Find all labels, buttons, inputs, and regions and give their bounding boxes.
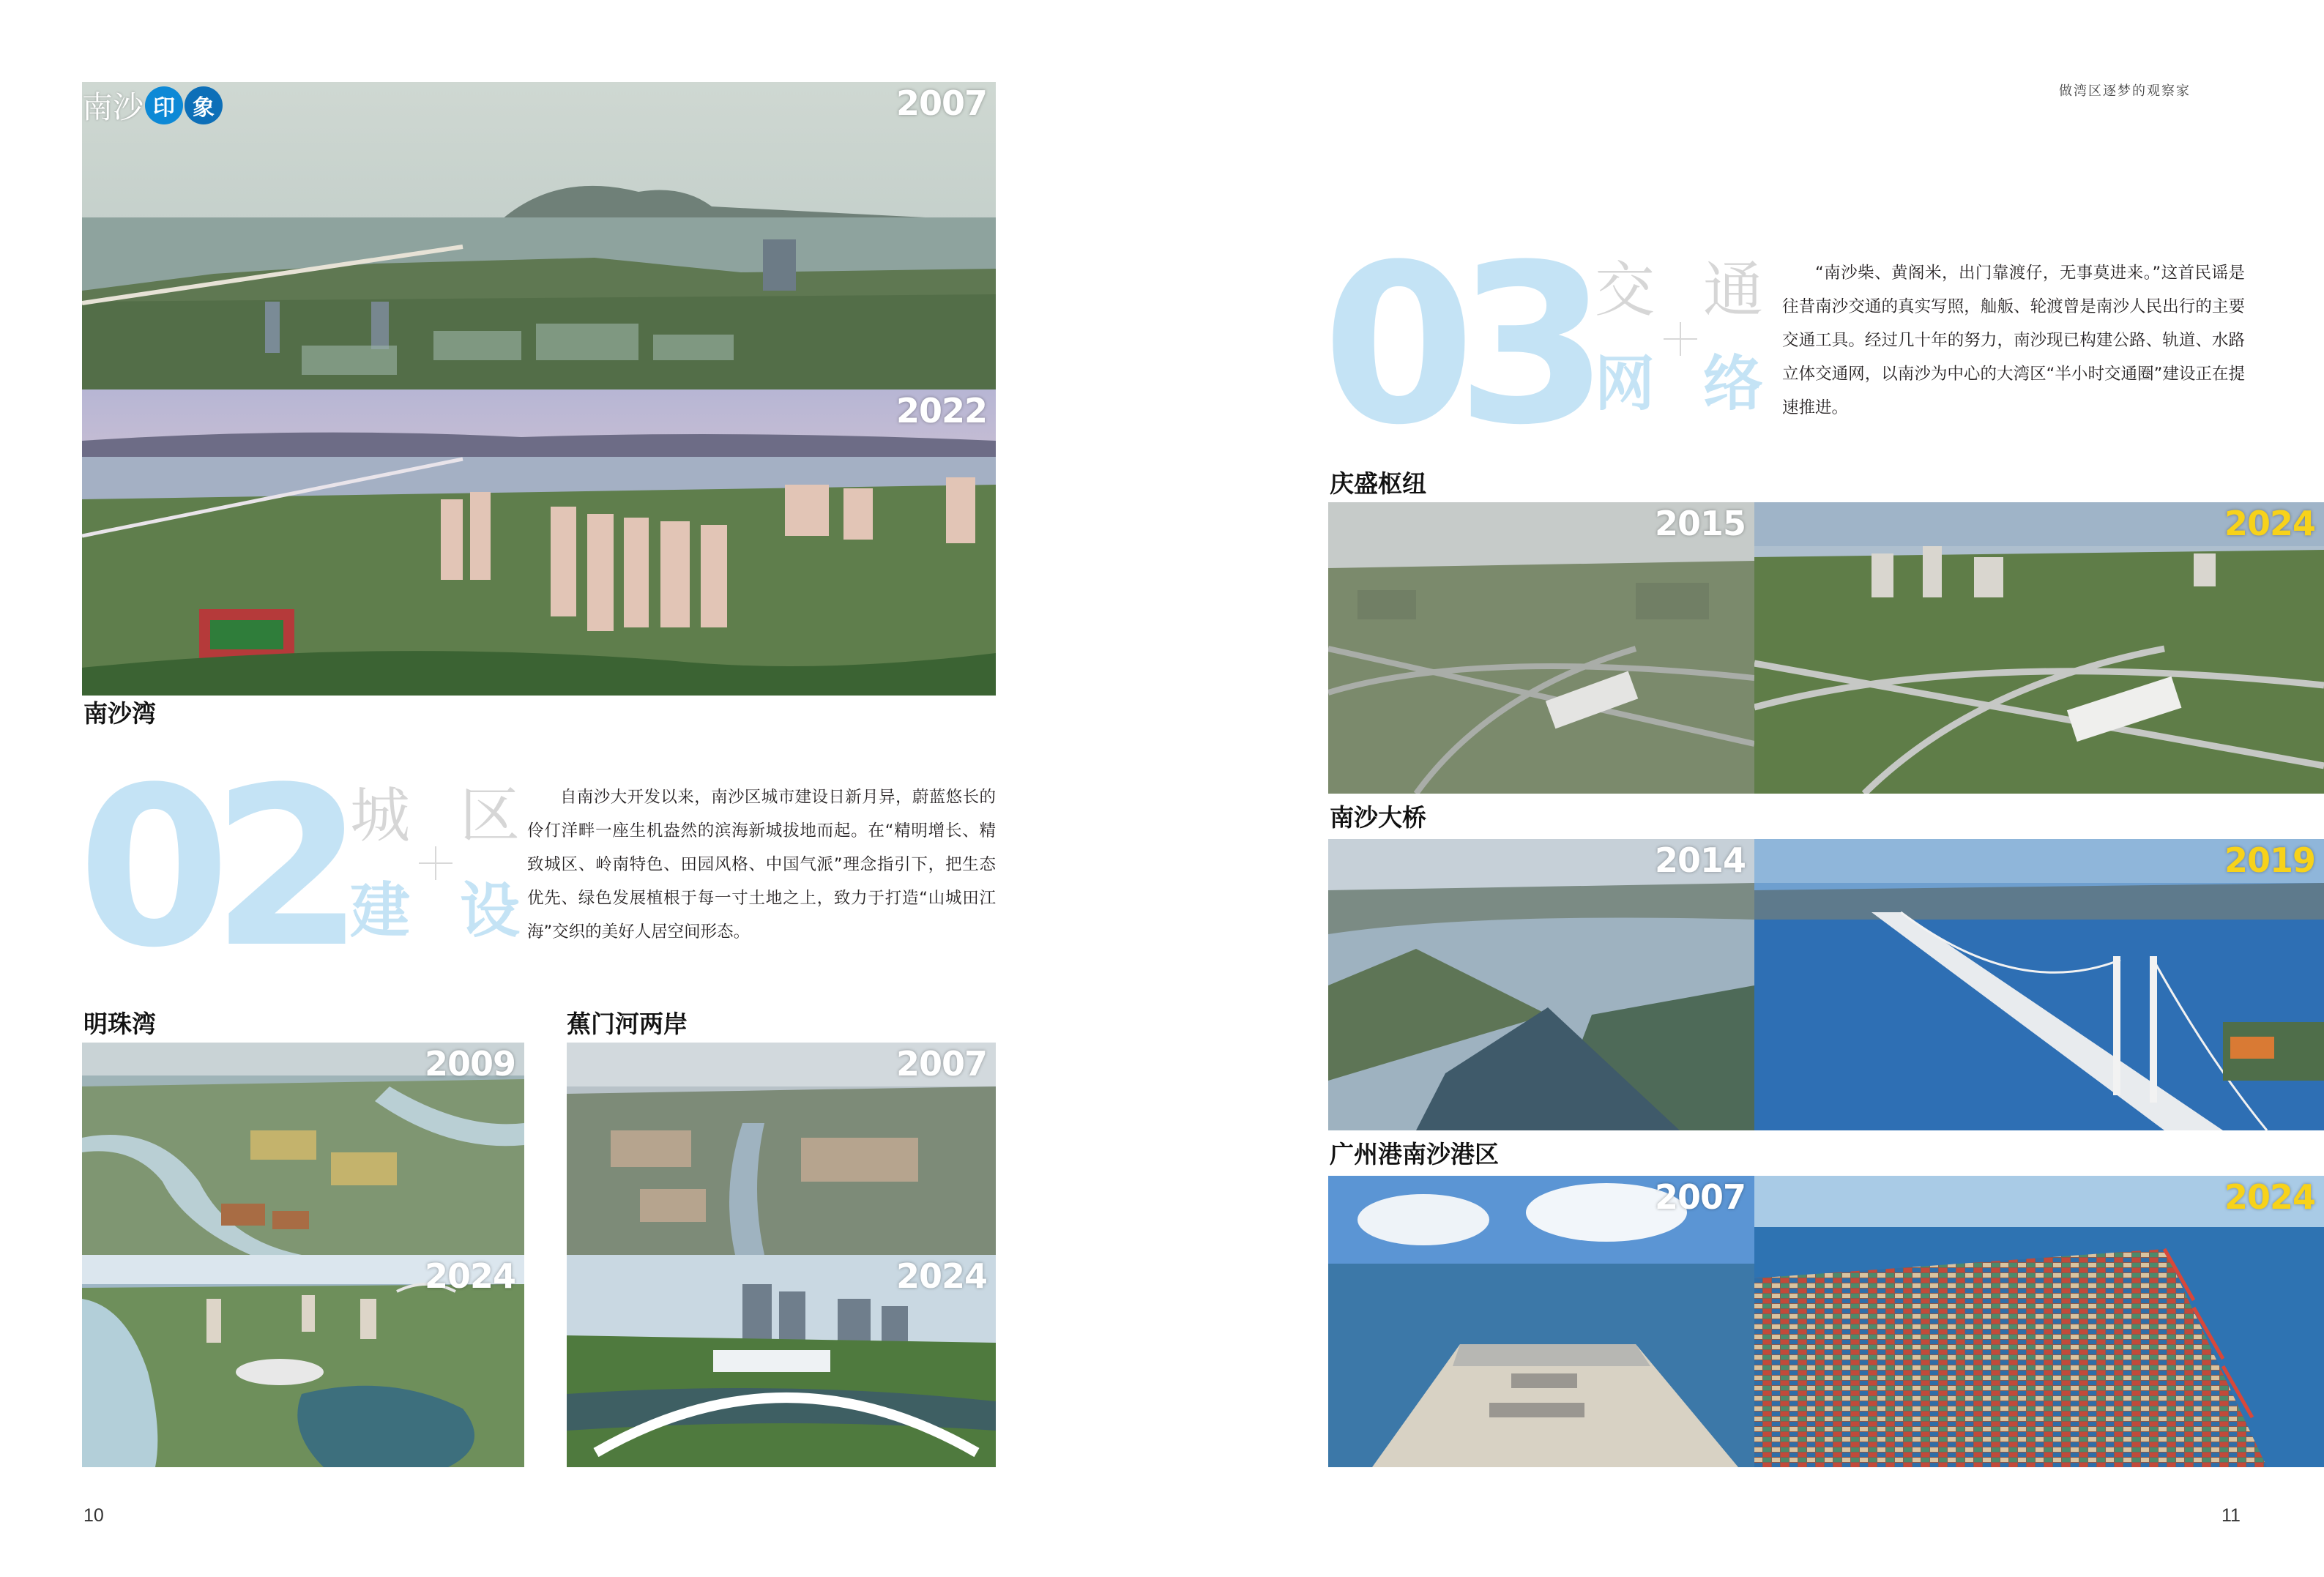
section-02-number: 02 [78,740,346,996]
year-label: 2024 [895,1256,987,1296]
section-02-char-1: 城 [350,781,411,851]
year-label: 2024 [2224,1177,2315,1217]
caption-port: 广州港南沙港区 [1330,1140,1499,1168]
section-03-number: 03 [1322,217,1590,473]
year-label: 2007 [895,83,987,123]
section-03-char-1: 交 [1595,256,1656,325]
year-label: 2015 [1654,504,1746,543]
caption-nansha-bay: 南沙湾 [83,699,156,728]
photo-mingzhu-2024 [82,1255,524,1467]
year-label: 2022 [895,391,987,430]
photo-mingzhu-2009 [82,1043,524,1255]
section-02-char-3: 建 [350,876,411,946]
section-03-char-2: 通 [1703,256,1764,325]
caption-jiaomen: 蕉门河两岸 [567,1010,688,1038]
page-number-right: 11 [2221,1505,2241,1526]
caption-qingsheng: 庆盛枢纽 [1330,469,1426,498]
brand-char-1: 印 [145,86,183,124]
photo-bridge-2014 [1328,839,1754,1130]
photo-scene [1328,1176,1754,1467]
section-02-char-2: 区 [460,781,521,851]
photo-bridge-2019 [1754,839,2324,1130]
photo-scene [82,389,996,696]
section-03-char-4: 络 [1703,349,1764,419]
section-03-plus-icon [1664,322,1697,356]
year-label: 2014 [1654,840,1746,880]
photo-port-2024 [1754,1176,2324,1467]
section-03-char-3: 网 [1595,349,1656,419]
section-02-body: 自南沙大开发以来，南沙区城市建设日新月异，蔚蓝悠长的伶仃洋畔一座生机盎然的滨海新城拔地而起。在“精明增长、精致城区、岭南特色、田园风格、中国气派”理念指引下，把生态优先、绿色发展植根于每一寸土地之上，致力于打造“山城田江海”交织的美好人居空间形态。 [527,788,996,942]
photo-scene [1328,839,1754,1130]
photo-jiaomen-2024 [567,1255,996,1467]
photo-jiaomen-2007 [567,1043,996,1255]
year-label: 2007 [895,1044,987,1084]
year-label: 2019 [2224,840,2315,880]
photo-scene [1754,839,2324,1130]
caption-mingzhu-bay: 明珠湾 [83,1010,156,1038]
brand-char-2: 象 [185,86,223,124]
section-03-body: “南沙柴、黄阁米，出门靠渡仔，无事莫进来。”这首民谣是往昔南沙交通的真实写照，舢舨、轮渡曾是南沙人民出行的主要交通工具。经过几十年的努力，南沙现已构建公路、轨道、水路立体交通网，以南沙为中心的大湾区“半小时交通圈”建设正在提速推进。 [1782,264,2245,417]
photo-nansha-bay-2007 [82,82,996,389]
photo-scene [1754,1176,2324,1467]
photo-nansha-bay-2022 [82,389,996,696]
year-label: 2024 [2224,504,2315,543]
photo-qingsheng-2015 [1328,502,1754,794]
photo-scene [1328,502,1754,794]
brand-prefix: 南沙 [82,89,144,125]
year-label: 2009 [424,1044,515,1084]
year-label: 2007 [1654,1177,1746,1217]
photo-scene [1754,502,2324,794]
brand-logo [82,82,223,129]
page-number-left: 10 [83,1505,104,1526]
year-label: 2024 [424,1256,515,1296]
section-02-char-4: 设 [460,876,521,946]
photo-port-2007 [1328,1176,1754,1467]
caption-nansha-bridge: 南沙大桥 [1330,803,1426,832]
photo-qingsheng-2024 [1754,502,2324,794]
running-head: 做湾区逐梦的观察家 [2059,83,2191,99]
section-02-plus-icon [419,846,452,880]
